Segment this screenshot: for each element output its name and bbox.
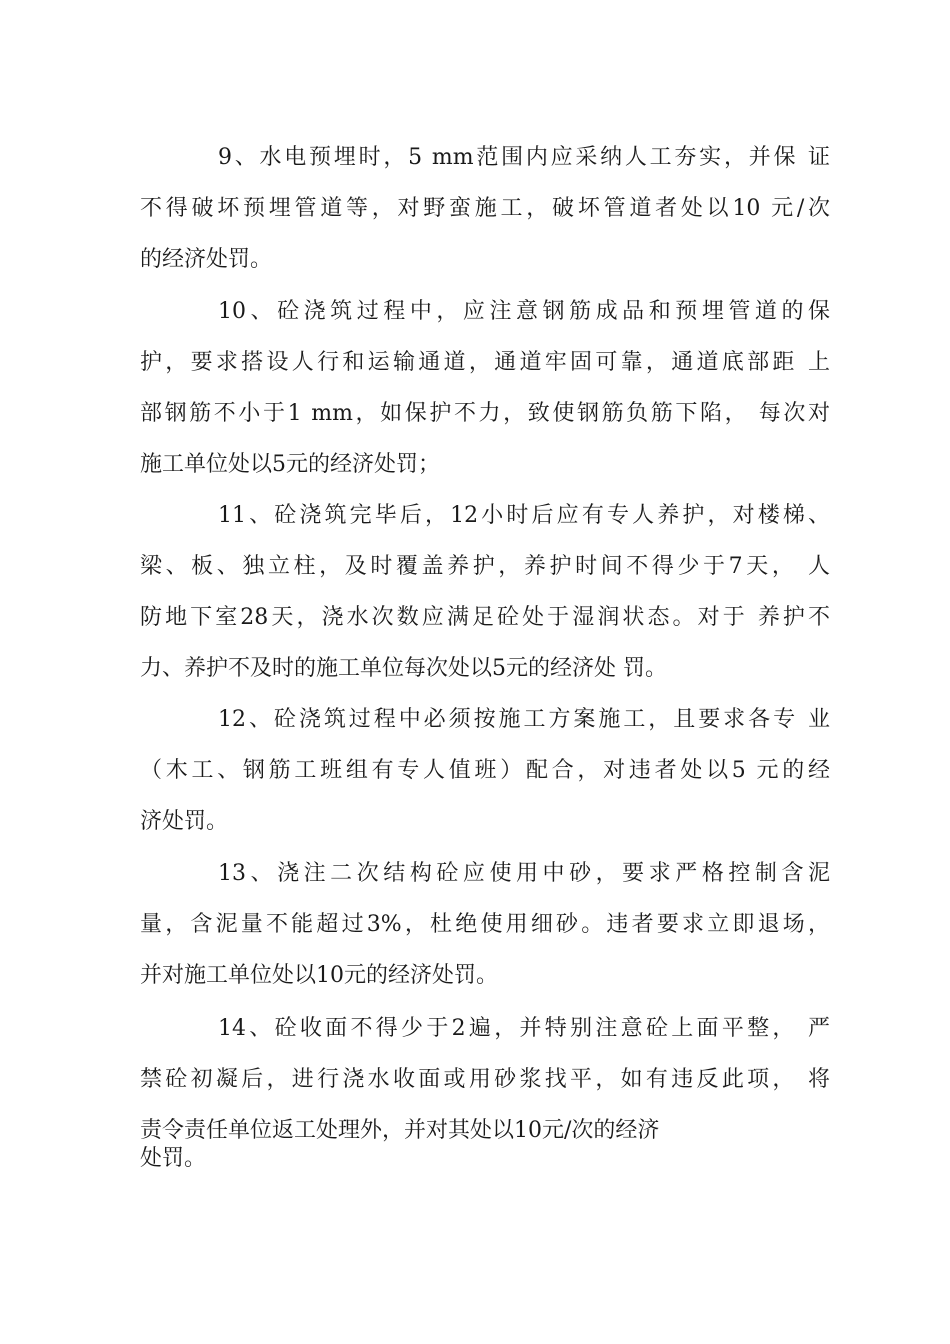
text-line: 禁砼初凝后，进行浇水收面或用砂浆找平，如有违反此项， 将 xyxy=(140,1067,830,1092)
text-line: 不得破坏预埋管道等，对野蛮施工，破坏管道者处以10 元/次 xyxy=(140,196,830,221)
text-line: 量，含泥量不能超过3%，杜绝使用细砂。违者要求立即退场， xyxy=(140,912,830,937)
text-line: 护，要求搭设人行和运输通道，通道牢固可靠，通道底部距 上 xyxy=(140,350,830,375)
paragraph-item-9 xyxy=(140,132,830,285)
paragraph-item-11 xyxy=(140,490,830,694)
text-line: 13、浇注二次结构砼应使用中砂，要求严格控制含泥 xyxy=(218,861,830,886)
text-line: 施工单位处以5元的经济处罚； xyxy=(140,452,440,477)
text-line: 14、砼收面不得少于2遍，并特别注意砼上面平整， 严 xyxy=(218,1016,830,1041)
text-line: 9、水电预埋时，5 mm范围内应采纳人工夯实，并保 证 xyxy=(218,145,830,170)
paragraph-item-12 xyxy=(140,694,830,847)
paragraph-item-10 xyxy=(140,286,830,490)
text-line: 防地下室28天，浇水次数应满足砼处于湿润状态。对于 养护不 xyxy=(140,605,830,630)
paragraph-item-14-tail xyxy=(140,1133,830,1184)
text-line: 梁、板、独立柱，及时覆盖养护，养护时间不得少于7天， 人 xyxy=(140,554,830,579)
text-line: 力、养护不及时的施工单位每次处以5元的经济处 罚。 xyxy=(140,656,667,681)
paragraph-item-13 xyxy=(140,848,830,1001)
text-line: 济处罚。 xyxy=(140,809,229,834)
text-line: 处罚。 xyxy=(140,1146,207,1171)
text-line: 10、砼浇筑过程中，应注意钢筋成品和预埋管道的保 xyxy=(218,299,830,324)
text-line: 12、砼浇筑过程中必须按施工方案施工，且要求各专 业 xyxy=(218,707,830,732)
text-line: 部钢筋不小于1 mm，如保护不力，致使钢筋负筋下陷， 每次对 xyxy=(140,401,830,426)
text-line: 责令责任单位返工处理外，并对其处以10元/次的经济 xyxy=(140,1118,660,1143)
text-line: 11、砼浇筑完毕后，12小时后应有专人养护，对楼梯、 xyxy=(218,503,830,528)
text-line: 并对施工单位处以10元的经济处罚。 xyxy=(140,963,498,988)
text-line: （木工、钢筋工班组有专人值班）配合，对违者处以5 元的经 xyxy=(140,758,830,783)
text-line: 的经济处罚。 xyxy=(140,247,273,272)
